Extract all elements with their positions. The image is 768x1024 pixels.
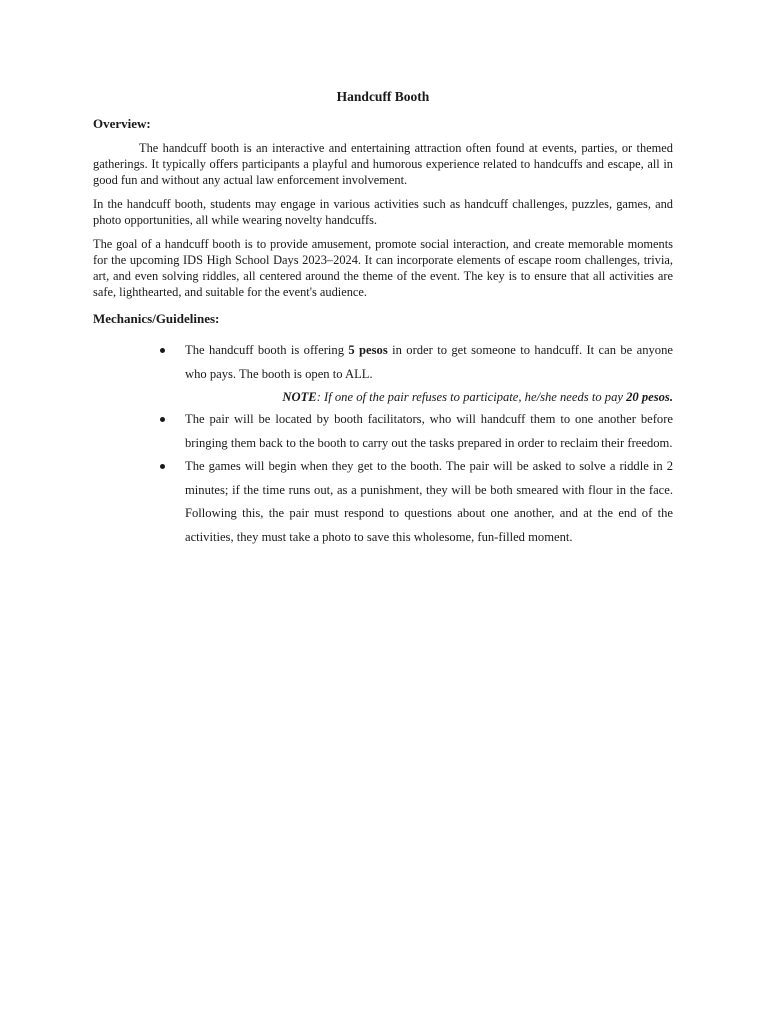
- document-body: [93, 88, 673, 549]
- bullet-dot-icon: [160, 348, 165, 353]
- guideline-1-price: 5 pesos: [348, 343, 388, 357]
- overview-paragraph-3: The goal of a handcuff booth is to provide amusement, promote social interaction, and create memorable moments for the upcoming IDS High School Days 2023–2024. It can incorporate elements of escape room challenges, trivia, art, and even solving riddles, all centered around the theme of the event. The key is to ensure that all activities are safe, lighthearted, and suitable for the event's audience.: [93, 237, 673, 299]
- guideline-item-3: [185, 455, 673, 549]
- guideline-2-text: The pair will be located by booth facilitators, who will handcuff them to one another before bringing them back to the booth to carry out the tasks prepared in order to reclaim their freedom.: [185, 412, 673, 450]
- document-title: Handcuff Booth: [336, 89, 430, 104]
- guideline-item-1: [185, 339, 673, 408]
- guideline-item-2: [185, 408, 673, 455]
- bullet-dot-icon: [160, 417, 165, 422]
- guideline-1-text-after: in order to get someone to handcuff. It can be anyone who pays. The booth is open to ALL.: [185, 343, 673, 381]
- bullet-dot-icon: [160, 464, 165, 469]
- note-line: [185, 386, 673, 408]
- note-label: NOTE: [282, 390, 317, 404]
- mechanics-heading: Mechanics/Guidelines:: [93, 311, 220, 326]
- guideline-3-text: The games will begin when they get to the booth. The pair will be asked to solve a riddle in 2 minutes; if the time runs out, as a punishment, they will be both smeared with flour in the face. Following this, the pair must respond to questions about one another, and at the end of the activities, they must take a photo to save this wholesome, fun-filled moment.: [185, 459, 673, 544]
- overview-heading: Overview:: [93, 116, 151, 131]
- note-text: : If one of the pair refuses to participate, he/she needs to pay: [316, 390, 627, 404]
- guideline-1-text-before: The handcuff booth is offering: [185, 343, 349, 357]
- guidelines-list: [93, 339, 673, 549]
- note-amount: 20 pesos.: [626, 390, 673, 404]
- overview-paragraph-2: In the handcuff booth, students may engage in various activities such as handcuff challenges, puzzles, games, and photo opportunities, all while wearing novelty handcuffs.: [93, 197, 673, 227]
- overview-paragraph-1: The handcuff booth is an interactive and entertaining attraction often found at events, parties, or themed gatherings. It typically offers participants a playful and humorous experience related to handcuffs and escape, all in good fun and without any actual law enforcement involvement.: [93, 141, 673, 187]
